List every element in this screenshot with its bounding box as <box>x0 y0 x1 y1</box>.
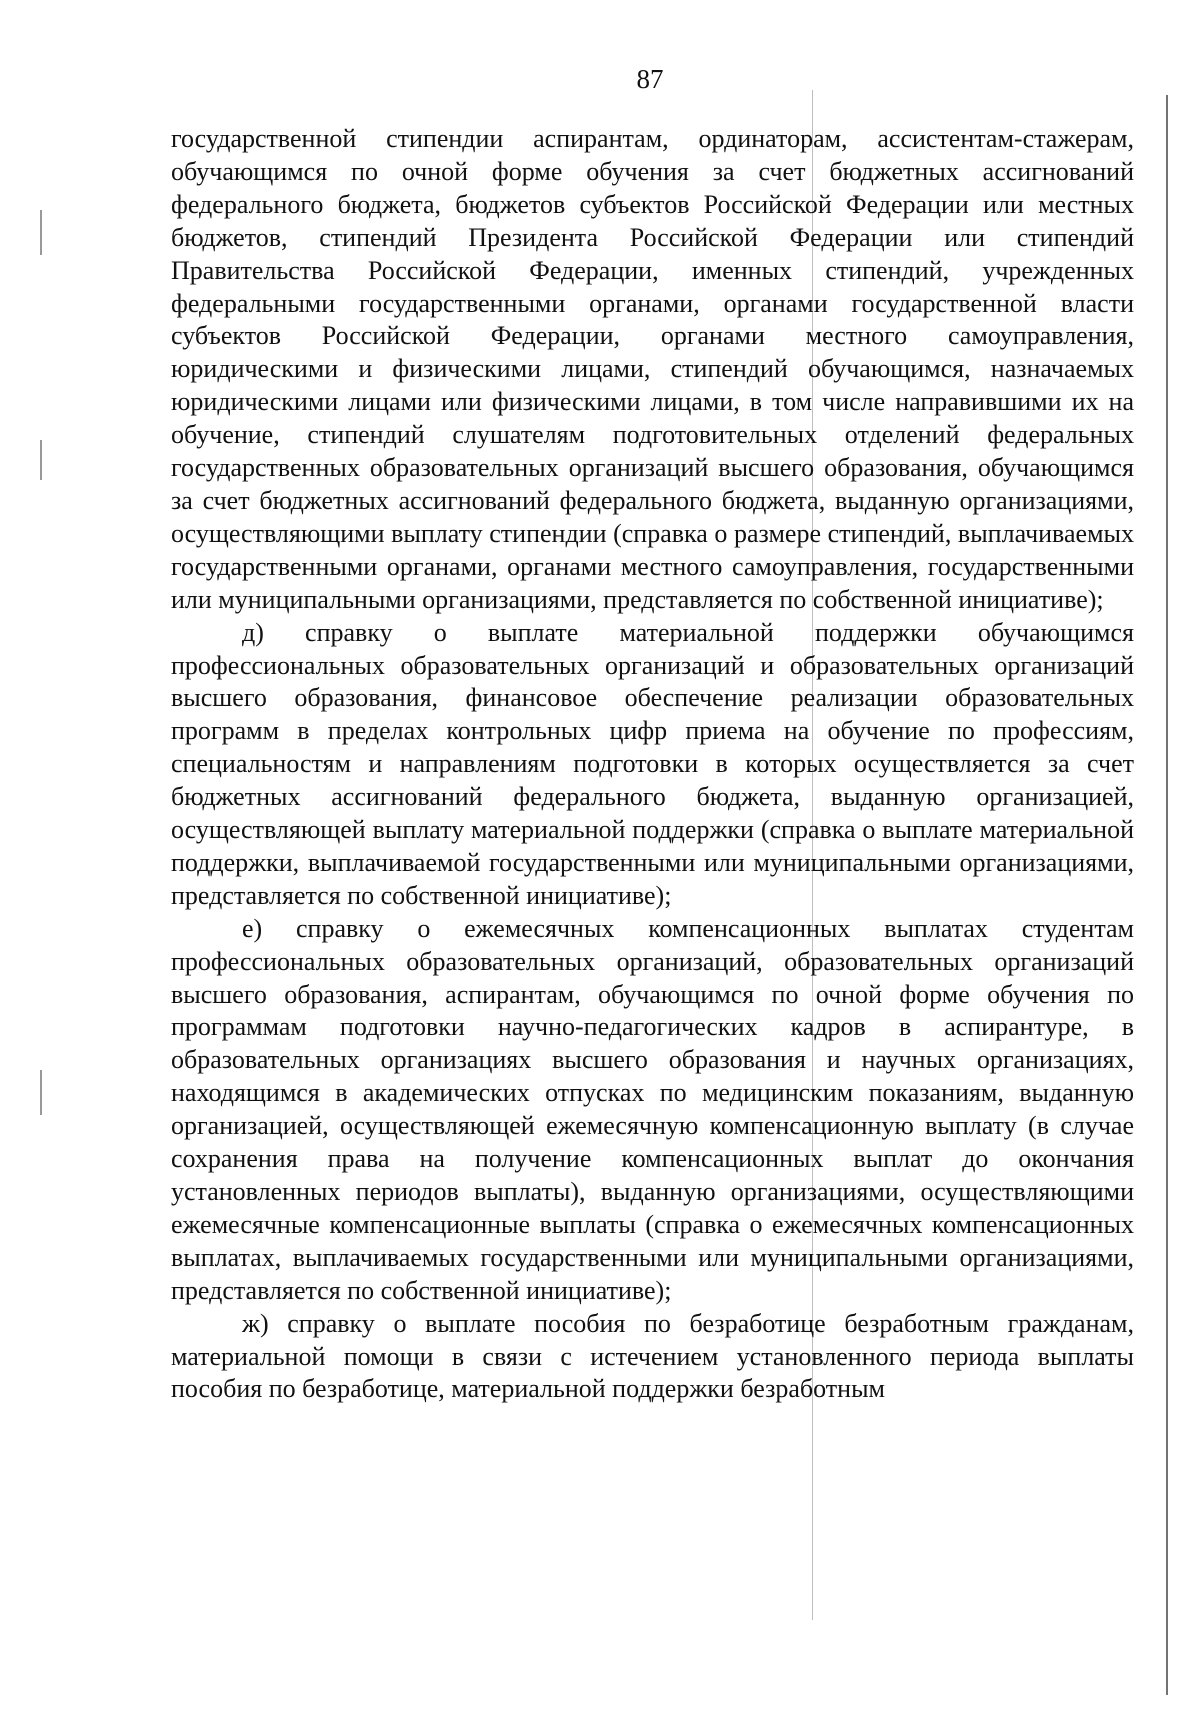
paragraph-continuation: государственной стипендии аспирантам, ординаторам, ассистентам-стажерам, обучающимся по очной форме обучения за счет бюджетных ассигнований федерального бюджета, бюджетов субъектов Российской Федерации или местных бюджетов, стипендий Президента Российской Федерации или стипендий Правительства Российской Федерации, именных стипендий, учрежденных федеральными государственными органами, органами государственной власти субъектов Российской Федерации, органами местного самоуправления, юридическими и физическими лицами, стипендий обучающимся, назначаемых юридическими лицами или физическими лицами, в том числе направившими их на обучение, стипендий слушателям подготовительных отделений федеральных государственных образовательных организаций высшего образования, обучающимся за счет бюджетных ассигнований федерального бюджета, выданную организациями, осуществляющими выплату стипендии (справка о размере стипендий, выплачиваемых государственными органами, органами местного самоуправления, государственными или муниципальными организациями, представляется по собственной инициативе); <box>171 124 1134 614</box>
page-number: 87 <box>636 64 664 94</box>
scan-artifact-mark <box>40 440 42 480</box>
scan-artifact-mark <box>40 210 42 255</box>
paragraph-item-d: д) справку о выплате материальной поддержки обучающимся профессиональных образовательных организаций и образовательных организаций высшего образования, финансовое обеспечение реализации образовательных программ в пределах контрольных цифр приема на обучение по профессиям, специальностям и направлениям подготовки в которых осуществляется за счет бюджетных ассигнований федерального бюджета, выданную организацией, осуществляющей выплату материальной поддержки (справка о выплате материальной поддержки, выплачиваемой государственными или муниципальными организациями, представляется по собственной инициативе); <box>171 617 1134 910</box>
scan-artifact-mark <box>40 1070 42 1115</box>
document-body <box>171 123 1134 1406</box>
paragraph-item-e: е) справку о ежемесячных компенсационных выплатах студентам профессиональных образовательных организаций, образовательных организаций высшего образования, аспирантам, обучающимся по очной форме обучения по программам подготовки научно-педагогических кадров в аспирантуре, в образовательных организациях высшего образования и научных организациях, находящимся в академических отпусках по медицинским показаниям, выданную организацией, осуществляющей ежемесячную компенсационную выплату (в случае сохранения права на получение компенсационных выплат до окончания установленных периодов выплаты), выданную организациями, осуществляющими ежемесячные компенсационные выплаты (справка о ежемесячных компенсационных выплатах, выплачиваемых государственными или муниципальными организациями, представляется по собственной инициативе); <box>171 913 1134 1305</box>
paragraph-item-zh: ж) справку о выплате пособия по безработице безработным гражданам, материальной помощи в связи с истечением установленного периода выплаты пособия по безработице, материальной поддержки безработным <box>171 1308 1134 1404</box>
scan-artifact-edge <box>1166 95 1168 1695</box>
